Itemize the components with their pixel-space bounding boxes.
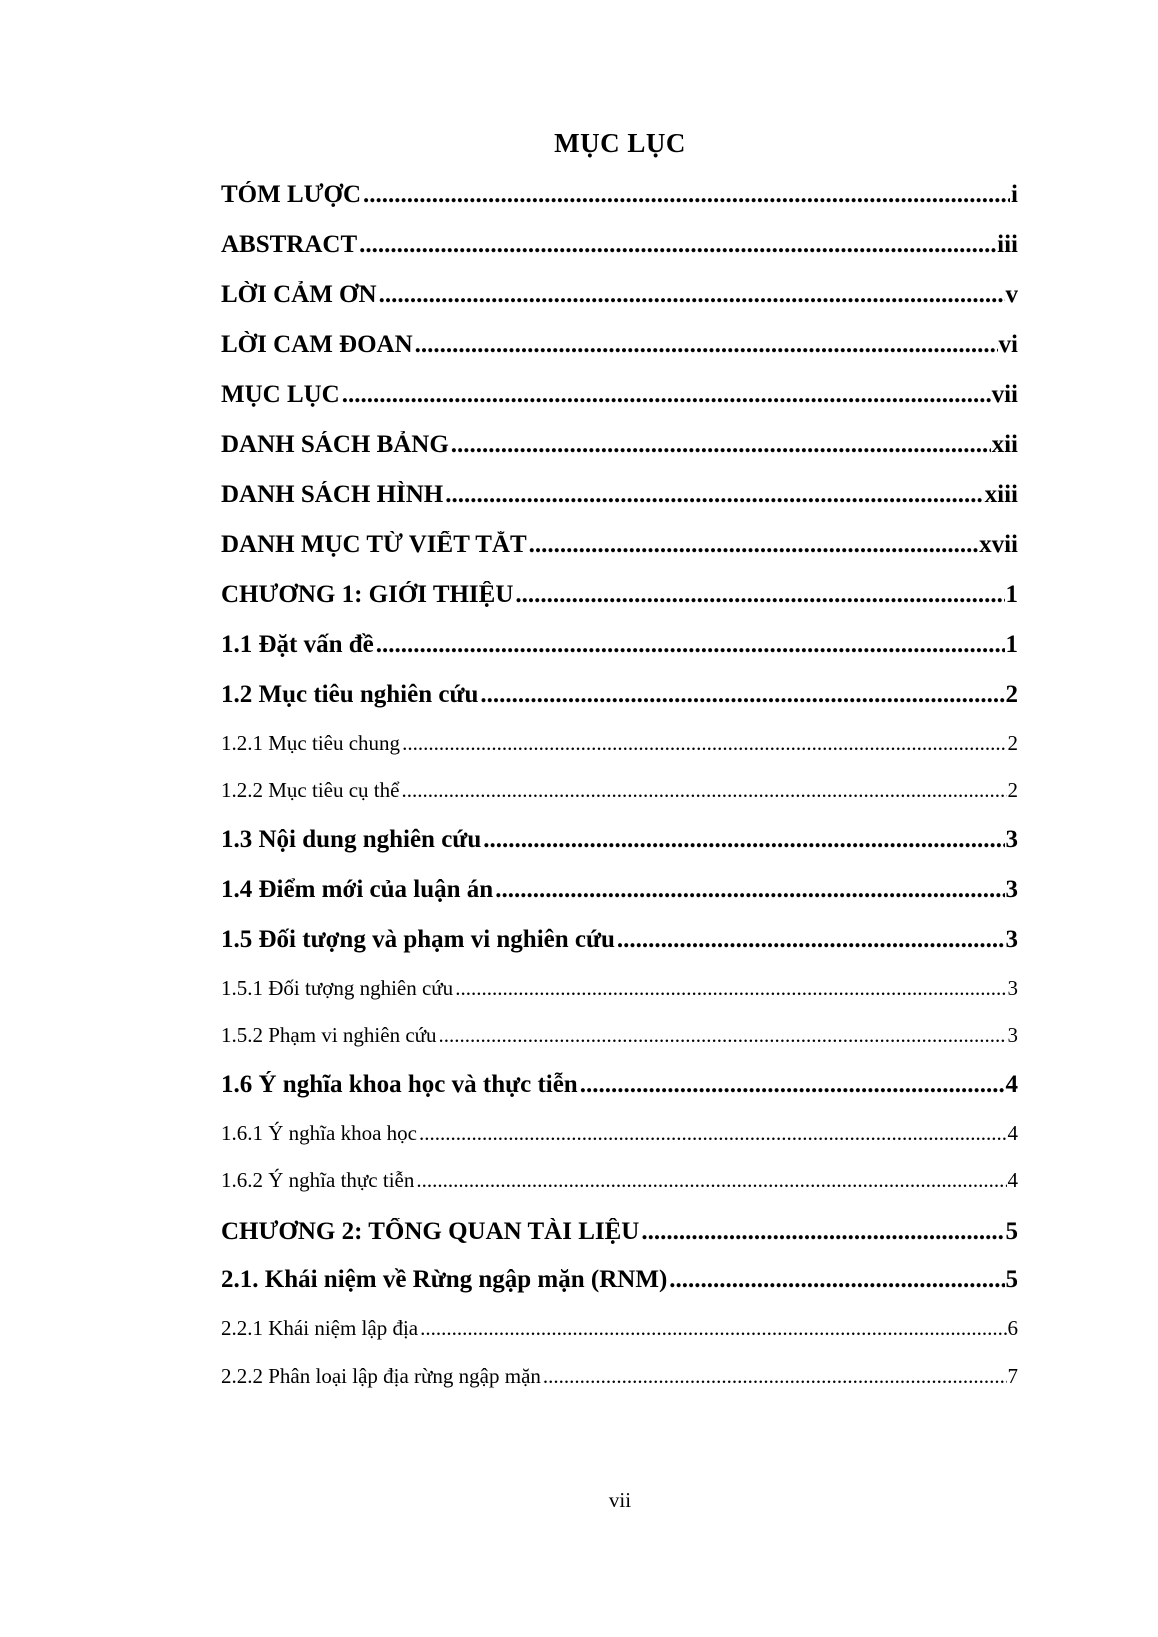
toc-entry-page: 5: [1005, 1266, 1018, 1293]
toc-entry-leader-dots: [342, 381, 991, 409]
toc-entry: [221, 1266, 1018, 1294]
toc-entry-leader-dots: [445, 481, 983, 509]
toc-entry-page: 5: [1005, 1218, 1018, 1245]
toc-entry-leader-dots: [419, 1121, 1007, 1146]
toc-entry-leader-dots: [515, 581, 1004, 609]
toc-entry-leader-dots: [420, 1316, 1006, 1341]
toc-entry-leader-dots: [641, 1218, 1004, 1246]
toc-entry-leader-dots: [617, 926, 1005, 954]
toc-entry-page: 2: [1007, 778, 1018, 802]
toc-entry-leader-dots: [480, 681, 1004, 709]
toc-entry-leader-dots: [415, 331, 998, 359]
toc-entry-page: xii: [991, 431, 1018, 458]
toc-entry-title: MỤC LỤC: [221, 381, 340, 408]
toc-entry: [221, 1218, 1018, 1246]
toc-entry-leader-dots: [543, 1364, 1007, 1389]
toc-entry-leader-dots: [580, 1071, 1005, 1099]
toc-entry-leader-dots: [401, 778, 1006, 803]
toc-entry-leader-dots: [363, 181, 1010, 209]
toc-entry: [221, 631, 1018, 659]
toc-entry-leader-dots: [376, 631, 1005, 659]
toc-entry: [221, 976, 1018, 1001]
toc-entry-page: 4: [1005, 1071, 1018, 1098]
toc-entry-title: TÓM LƯỢC: [221, 181, 362, 208]
toc-entry-title: 1.1 Đặt vấn đề: [221, 631, 374, 658]
toc-entry: [221, 1121, 1018, 1146]
page-number: vii: [608, 1488, 632, 1512]
toc-entry-page: i: [1011, 181, 1018, 208]
toc-entry-title: 1.4 Điểm mới của luận án: [221, 876, 494, 903]
toc-entry-page: xiii: [984, 481, 1018, 508]
toc-entry: [221, 731, 1018, 756]
toc-entry-title: CHƯƠNG 1: GIỚI THIỆU: [221, 581, 514, 608]
toc-entry-leader-dots: [451, 431, 991, 459]
toc-entry-page: v: [1005, 281, 1018, 308]
toc-entry-title: DANH SÁCH HÌNH: [221, 481, 444, 508]
toc-entry-title: 1.6 Ý nghĩa khoa học và thực tiễn: [221, 1071, 578, 1098]
toc-entry: [221, 181, 1018, 209]
toc-entry-page: 2: [1005, 681, 1018, 708]
toc-entry-title: DANH SÁCH BẢNG: [221, 431, 449, 458]
toc-entry: [221, 331, 1018, 359]
toc-entry-leader-dots: [402, 731, 1006, 756]
toc-entry-title: 1.2 Mục tiêu nghiên cứu: [221, 681, 479, 708]
toc-entry-title: 1.6.1 Ý nghĩa khoa học: [221, 1121, 417, 1145]
toc-entry-leader-dots: [669, 1266, 1004, 1294]
toc-entry-title: 2.1. Khái niệm về Rừng ngập mặn (RNM): [221, 1266, 668, 1293]
toc-entry-leader-dots: [379, 281, 1005, 309]
toc-entry-leader-dots: [416, 1168, 1006, 1193]
toc-entry-page: vii: [991, 381, 1018, 408]
toc-entry-title: 1.3 Nội dung nghiên cứu: [221, 826, 482, 853]
toc-entry: [221, 381, 1018, 409]
toc-entry-page: 4: [1007, 1121, 1018, 1145]
toc-entry: [221, 876, 1018, 904]
toc-entry-page: 1: [1005, 581, 1018, 608]
toc-entry-title: LỜI CẢM ƠN: [221, 281, 377, 308]
toc-entry-title: CHƯƠNG 2: TỔNG QUAN TÀI LIỆU: [221, 1218, 640, 1245]
toc-entry-leader-dots: [359, 231, 996, 259]
toc-entry-title: 1.5.2 Phạm vi nghiên cứu: [221, 1023, 437, 1047]
toc-entry: [221, 531, 1018, 559]
toc-entry: [221, 481, 1018, 509]
toc-entry-page: 3: [1005, 876, 1018, 903]
toc-entry: [221, 926, 1018, 954]
toc-entry-title: 1.5 Đối tượng và phạm vi nghiên cứu: [221, 926, 615, 953]
toc-entry-title: LỜI CAM ĐOAN: [221, 331, 413, 358]
toc-entry-page: xvii: [979, 531, 1018, 558]
toc-entry-page: vi: [998, 331, 1018, 358]
toc-entry: [221, 281, 1018, 309]
toc-entry: [221, 1364, 1018, 1389]
toc-entry: [221, 1316, 1018, 1341]
toc-entry-leader-dots: [455, 976, 1006, 1001]
toc-entry: [221, 826, 1018, 854]
toc-entry: [221, 681, 1018, 709]
toc-entry-title: 1.6.2 Ý nghĩa thực tiễn: [221, 1168, 415, 1192]
toc-entry-page: 3: [1005, 826, 1018, 853]
toc-entry-page: 3: [1007, 976, 1018, 1000]
toc-entry-page: 2: [1007, 731, 1018, 755]
toc-entry-title: DANH MỤC TỪ VIẾT TẮT: [221, 531, 527, 558]
toc-entry: [221, 581, 1018, 609]
toc-entry: [221, 1023, 1018, 1048]
toc-entry-title: 1.2.2 Mục tiêu cụ thể: [221, 778, 400, 802]
toc-entry-page: 6: [1007, 1316, 1018, 1340]
toc-entry-leader-dots: [529, 531, 978, 559]
toc-entry-title: 2.2.1 Khái niệm lập địa: [221, 1316, 419, 1340]
toc-entry-leader-dots: [495, 876, 1004, 904]
toc-entry-page: iii: [997, 231, 1018, 258]
toc-entry-leader-dots: [439, 1023, 1007, 1048]
toc-entry: [221, 1071, 1018, 1099]
toc-entry: [221, 431, 1018, 459]
toc-entry-title: 1.5.1 Đối tượng nghiên cứu: [221, 976, 454, 1000]
toc-entry-page: 3: [1007, 1023, 1018, 1047]
toc-entry-title: ABSTRACT: [221, 231, 358, 258]
toc-entry: [221, 1168, 1018, 1193]
toc-entry-title: 1.2.1 Mục tiêu chung: [221, 731, 401, 755]
toc-entry-title: 2.2.2 Phân loại lập địa rừng ngập mặn: [221, 1364, 541, 1388]
page-title: MỤC LỤC: [554, 128, 686, 158]
toc-entry-page: 4: [1007, 1168, 1018, 1192]
toc-entry-page: 7: [1007, 1364, 1018, 1388]
toc-entry: [221, 231, 1018, 259]
toc-entry: [221, 778, 1018, 803]
toc-entry-leader-dots: [483, 826, 1004, 854]
toc-entry-page: 1: [1005, 631, 1018, 658]
toc-entry-page: 3: [1005, 926, 1018, 953]
